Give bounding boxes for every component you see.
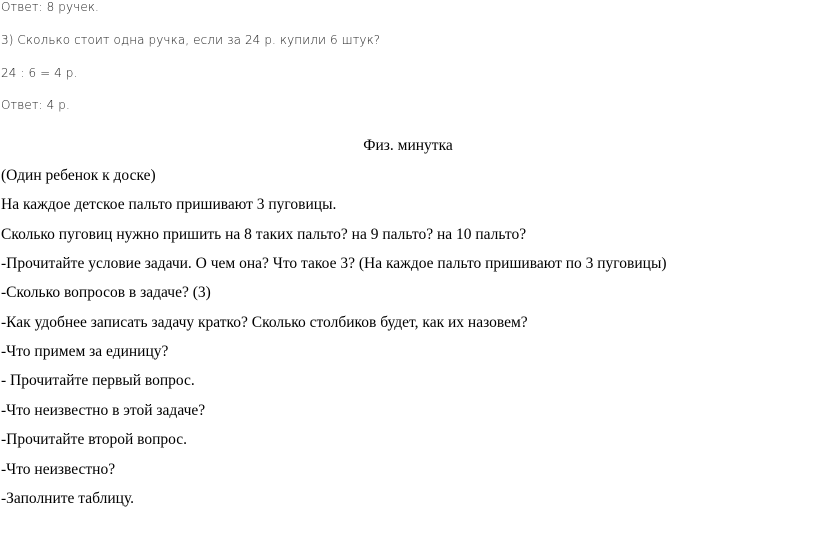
paragraph: -Что неизвестно в этой задаче? [1, 402, 206, 419]
paragraph: (Один ребенок к доске) [1, 167, 156, 184]
answer-line-1: Ответ: 8 ручек. [1, 0, 99, 14]
calculation-line: 24 : 6 = 4 р. [1, 66, 78, 80]
paragraph: -Заполните таблицу. [1, 490, 135, 507]
paragraph: -Прочитайте условие задачи. О чем она? Что такое 3? (На каждое пальто пришивают по 3 пуговицы) [1, 255, 667, 272]
section-title: Физ. минутка [363, 137, 453, 154]
paragraph: -Как удобнее записать задачу кратко? Сколько столбиков будет, как их назовем? [1, 314, 528, 331]
paragraph: - Прочитайте первый вопрос. [1, 372, 195, 389]
paragraph: -Что примем за единицу? [1, 343, 169, 360]
paragraph: Сколько пуговиц нужно пришить на 8 таких пальто? на 9 пальто? на 10 пальто? [1, 226, 527, 243]
paragraph: -Сколько вопросов в задаче? (3) [1, 284, 211, 301]
answer-line-2: Ответ: 4 р. [1, 98, 70, 112]
question-3: 3) Сколько стоит одна ручка, если за 24 р. купили 6 штук? [1, 33, 381, 47]
paragraph: -Что неизвестно? [1, 461, 116, 478]
paragraph: На каждое детское пальто пришивают 3 пуговицы. [1, 196, 337, 213]
paragraph: -Прочитайте второй вопрос. [1, 431, 188, 448]
